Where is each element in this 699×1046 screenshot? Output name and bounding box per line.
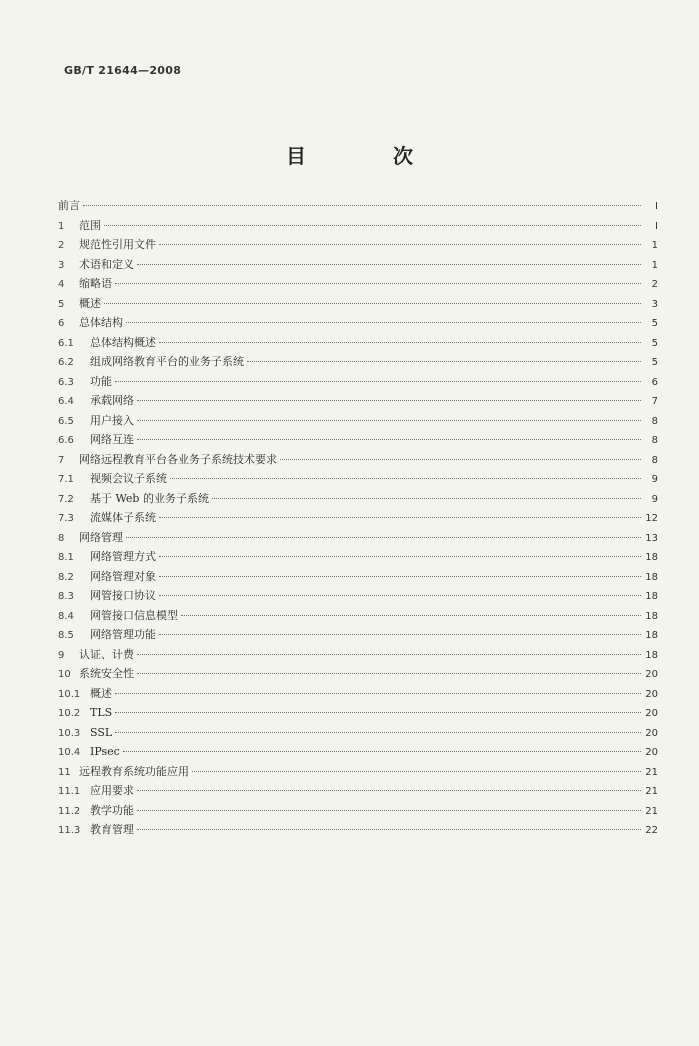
standard-code: GB/T 21644—2008 xyxy=(64,64,182,77)
toc-entry-page: 8 xyxy=(651,454,658,466)
toc-dot-leader xyxy=(137,810,641,811)
toc-dot-leader xyxy=(192,771,641,772)
toc-entry-page: 9 xyxy=(651,474,658,485)
toc-dot-leader xyxy=(104,225,641,226)
toc-entry[interactable] xyxy=(58,255,658,275)
toc-dot-leader xyxy=(115,381,641,382)
toc-entry-page: 18 xyxy=(645,630,658,641)
toc-dot-leader xyxy=(137,790,641,791)
toc-dot-leader xyxy=(137,439,641,440)
toc-entry-page: 18 xyxy=(645,571,658,583)
toc-entry-number: 10.2 xyxy=(58,708,81,719)
toc-entry-title: IPsec xyxy=(90,745,120,758)
toc-dot-leader xyxy=(115,693,641,694)
toc-entry-number: 11.1 xyxy=(58,786,81,797)
toc-entry[interactable] xyxy=(58,625,658,645)
toc-entry-title: 组成网络教育平台的业务子系统 xyxy=(90,355,244,368)
toc-dot-leader xyxy=(115,712,641,713)
toc-entry-page: 9 xyxy=(651,493,658,505)
toc-entry-page: 8 xyxy=(651,415,658,427)
toc-entry-number: 6.5 xyxy=(58,415,74,427)
toc-entry[interactable] xyxy=(58,528,658,548)
toc-entry[interactable] xyxy=(58,586,658,606)
toc-entry-page: 3 xyxy=(651,298,658,310)
toc-dot-leader xyxy=(159,576,641,577)
toc-entry[interactable] xyxy=(58,313,658,333)
toc-entry-title: 总体结构概述 xyxy=(90,335,156,349)
toc-entry[interactable] xyxy=(58,216,658,236)
toc-entry-title: 认证、计费 xyxy=(79,647,134,661)
toc-dot-leader xyxy=(280,459,641,460)
toc-entry-title: 缩略语 xyxy=(79,277,112,290)
toc-entry-number: 11.3 xyxy=(58,825,81,836)
toc-entry-number: 10 xyxy=(58,669,71,680)
toc-dot-leader xyxy=(137,264,641,265)
toc-entry-number: 10.4 xyxy=(58,747,81,758)
toc-entry[interactable] xyxy=(58,684,658,704)
toc-dot-leader xyxy=(159,595,641,596)
toc-entry[interactable] xyxy=(58,781,658,801)
toc-entry-page: 20 xyxy=(645,727,658,739)
toc-entry-page: I xyxy=(655,201,658,212)
toc-entry[interactable] xyxy=(58,820,658,840)
toc-entry-number: 10.3 xyxy=(58,727,81,739)
toc-entry-title: 系统安全性 xyxy=(79,667,134,680)
toc-entry-page: 18 xyxy=(645,610,658,622)
toc-entry-number: 11 xyxy=(58,766,71,778)
toc-entry-title: 规范性引用文件 xyxy=(79,238,156,251)
toc-entry[interactable] xyxy=(58,372,658,392)
toc-entry-number: 7.2 xyxy=(58,493,74,505)
toc-dot-leader xyxy=(83,205,641,206)
toc-entry-title: 前言 xyxy=(58,199,80,212)
toc-entry-number: 8 xyxy=(58,532,65,544)
toc-entry-number: 10.1 xyxy=(58,688,81,700)
toc-entry[interactable] xyxy=(58,333,658,353)
toc-dot-leader xyxy=(115,283,641,284)
toc-entry[interactable] xyxy=(58,196,658,216)
toc-entry[interactable] xyxy=(58,762,658,782)
toc-entry-title: TLS xyxy=(90,706,113,719)
toc-entry[interactable] xyxy=(58,723,658,743)
toc-entry-page: 21 xyxy=(645,786,658,797)
toc-entry-number: 6.1 xyxy=(58,337,74,349)
toc-entry-page: 18 xyxy=(645,552,658,563)
toc-entry-number: 8.5 xyxy=(58,630,74,641)
toc-entry-page: 18 xyxy=(645,649,658,661)
toc-entry-title: 教学功能 xyxy=(90,803,134,817)
toc-entry[interactable] xyxy=(58,235,658,255)
toc-entry[interactable] xyxy=(58,606,658,626)
toc-entry-title: 范围 xyxy=(79,218,101,232)
toc-entry-page: 8 xyxy=(651,435,658,446)
toc-entry-title: 用户接入 xyxy=(90,413,134,427)
toc-entry-number: 5 xyxy=(58,298,65,310)
toc-entry-number: 11.2 xyxy=(58,805,81,817)
toc-entry-number: 7.3 xyxy=(58,513,74,524)
toc-entry[interactable] xyxy=(58,352,658,372)
toc-entry-title: 网络管理 xyxy=(79,530,123,544)
toc-entry-number: 6.6 xyxy=(58,435,74,446)
toc-dot-leader xyxy=(137,654,641,655)
toc-entry-page: 5 xyxy=(651,357,658,368)
toc-entry-number: 2 xyxy=(58,240,65,251)
toc-entry-page: 13 xyxy=(645,532,658,544)
toc-entry[interactable] xyxy=(58,645,658,665)
toc-entry-title: 应用要求 xyxy=(90,784,134,797)
toc-dot-leader xyxy=(181,615,641,616)
toc-entry-page: 20 xyxy=(645,747,658,758)
toc-entry[interactable] xyxy=(58,742,658,762)
toc-entry-number: 7 xyxy=(58,454,65,466)
toc-dot-leader xyxy=(137,420,641,421)
toc-entry[interactable] xyxy=(58,450,658,470)
toc-entry-title: 网络管理对象 xyxy=(90,569,156,583)
toc-entry-page: 20 xyxy=(645,708,658,719)
toc-dot-leader xyxy=(159,517,641,518)
toc-entry-page: 20 xyxy=(645,669,658,680)
toc-entry[interactable] xyxy=(58,294,658,314)
toc-entry-title: 网管接口信息模型 xyxy=(90,608,178,622)
toc-entry-page: 22 xyxy=(645,825,658,836)
toc-entry-number: 8.2 xyxy=(58,571,74,583)
toc-dot-leader xyxy=(123,751,641,752)
toc-entry-page: 12 xyxy=(645,513,658,524)
toc-entry[interactable] xyxy=(58,508,658,528)
toc-dot-leader xyxy=(137,400,641,401)
toc-entry-number: 8.1 xyxy=(58,552,74,563)
toc-entry-title: 功能 xyxy=(90,374,112,388)
toc-entry-number: 6.3 xyxy=(58,376,74,388)
toc-dot-leader xyxy=(137,673,641,674)
toc-entry-number: 3 xyxy=(58,259,65,271)
toc-entry-number: 8.3 xyxy=(58,591,74,602)
toc-entry-title: 术语和定义 xyxy=(79,257,134,271)
toc-entry-title: 概述 xyxy=(79,296,101,310)
toc-entry[interactable] xyxy=(58,469,658,489)
toc-dot-leader xyxy=(126,537,641,538)
toc-entry-page: 21 xyxy=(645,766,658,778)
toc-entry-page: 1 xyxy=(651,240,658,251)
toc-dot-leader xyxy=(159,634,641,635)
toc-entry-title: 网络互连 xyxy=(90,433,134,446)
toc-entry-page: 21 xyxy=(645,805,658,817)
toc-entry[interactable] xyxy=(58,801,658,821)
toc-dot-leader xyxy=(115,732,641,733)
toc-dot-leader xyxy=(104,303,641,304)
toc-entry-number: 9 xyxy=(58,649,65,661)
toc-entry[interactable] xyxy=(58,664,658,684)
toc-entry-number: 6.2 xyxy=(58,357,74,368)
toc-entry-page: 7 xyxy=(651,396,658,407)
toc-entry-number: 1 xyxy=(58,220,65,232)
toc-entry[interactable] xyxy=(58,547,658,567)
toc-dot-leader xyxy=(159,342,641,343)
toc-entry-number: 7.1 xyxy=(58,474,74,485)
toc-entry-page: 5 xyxy=(651,318,658,329)
toc-dot-leader xyxy=(159,556,641,557)
toc-entry[interactable] xyxy=(58,430,658,450)
toc-entry[interactable] xyxy=(58,703,658,723)
toc-entry-title: 网络远程教育平台各业务子系统技术要求 xyxy=(79,452,277,466)
toc-entry-page: 1 xyxy=(651,259,658,271)
toc-entry-title: 网络管理方式 xyxy=(90,550,156,563)
toc-entry-page: 5 xyxy=(651,337,658,349)
toc-entry[interactable] xyxy=(58,411,658,431)
toc-entry-title: 总体结构 xyxy=(79,316,123,329)
toc-entry-number: 8.4 xyxy=(58,610,74,622)
toc-entry-title: 承载网络 xyxy=(90,394,134,407)
toc-entry-title: 流媒体子系统 xyxy=(90,511,156,524)
toc-entry-title: 教育管理 xyxy=(90,823,134,836)
toc-entry[interactable] xyxy=(58,567,658,587)
toc-entry-page: 20 xyxy=(645,688,658,700)
toc-entry-title: 基于 Web 的业务子系统 xyxy=(90,491,209,505)
toc-dot-leader xyxy=(170,478,641,479)
toc-entry-page: I xyxy=(655,220,658,232)
toc-entry[interactable] xyxy=(58,274,658,294)
toc-entry-title: 概述 xyxy=(90,686,112,700)
toc-entry-title: 网络管理功能 xyxy=(90,628,156,641)
toc-entry-page: 6 xyxy=(651,376,658,388)
toc-entry[interactable] xyxy=(58,489,658,509)
toc-title: 目 次 xyxy=(286,144,453,168)
toc-entry-number: 4 xyxy=(58,279,65,290)
toc-entry-title: 远程教育系统功能应用 xyxy=(79,764,189,778)
toc-entry[interactable] xyxy=(58,391,658,411)
table-of-contents xyxy=(58,196,658,840)
toc-dot-leader xyxy=(212,498,641,499)
toc-entry-number: 6 xyxy=(58,318,65,329)
toc-dot-leader xyxy=(126,322,641,323)
toc-entry-title: 网管接口协议 xyxy=(90,589,156,602)
toc-dot-leader xyxy=(247,361,641,362)
toc-dot-leader xyxy=(159,244,641,245)
toc-entry-title: SSL xyxy=(90,725,113,739)
toc-entry-page: 18 xyxy=(645,591,658,602)
toc-entry-title: 视频会议子系统 xyxy=(90,472,167,485)
toc-entry-page: 2 xyxy=(651,279,658,290)
toc-entry-number: 6.4 xyxy=(58,396,74,407)
toc-dot-leader xyxy=(137,829,641,830)
